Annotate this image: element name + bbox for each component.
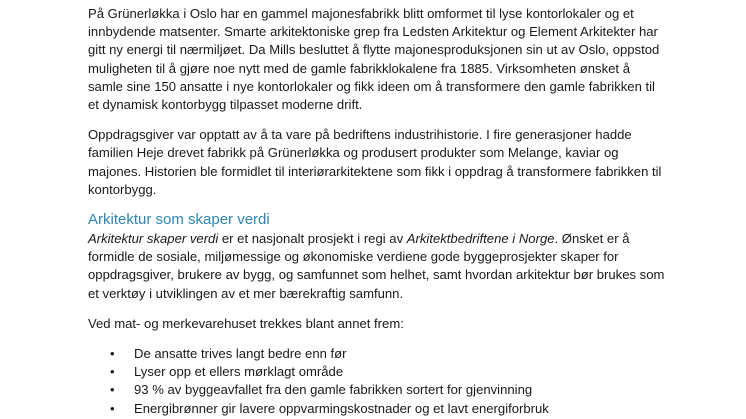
project-text-mid: er et nasjonalt prosjekt i regi av bbox=[218, 231, 407, 247]
organization-name-italic: Arkitektbedriftene i Norge bbox=[406, 231, 555, 247]
bullet-icon: • bbox=[110, 364, 115, 380]
list-item bbox=[110, 363, 668, 381]
highlights-list bbox=[88, 345, 668, 418]
bullet-icon: • bbox=[110, 382, 115, 398]
list-item bbox=[110, 345, 668, 363]
project-paragraph bbox=[88, 230, 668, 303]
list-item-text: 93 % av byggeavfallet fra den gamle fabrikken sortert for gjenvinning bbox=[134, 382, 533, 398]
list-item-text: De ansatte trives langt bedre enn før bbox=[134, 346, 347, 362]
bullet-icon: • bbox=[110, 346, 115, 362]
document-page bbox=[88, 5, 668, 418]
list-item-text: Lyser opp et ellers mørklagt område bbox=[134, 364, 344, 380]
list-item bbox=[110, 400, 668, 418]
history-paragraph: Oppdragsgiver var opptatt av å ta vare på bedriftens industrihistorie. I fire generasjoner hadde familien Heje drevet fabrikk på Grünerløkka og produsert produkter som Melange, kaviar og majones. Historien ble formidlet til interiørarkitektene som fikk i oppdrag å transformere fabrikken til kontorbygg. bbox=[88, 127, 662, 197]
bullet-icon: • bbox=[110, 400, 115, 416]
list-intro: Ved mat- og merkevarehuset trekkes blant annet frem: bbox=[88, 315, 404, 331]
list-item-text: Energibrønner gir lavere oppvarmingskostnader og et lavt energiforbruk bbox=[134, 400, 549, 416]
project-text-end: . Ønsket er å formidle de sosiale, miljømessige og økonomiske verdiene gode byggeprosjekter skaper for oppdragsgiver, brukere av bygg, og samfunnet som helhet, samt hvordan arkitektur bør brukes som et verktøy i utviklingen av et mer bærekraftig samfunn. bbox=[88, 231, 665, 301]
intro-paragraph: På Grünerløkka i Oslo har en gammel majonesfabrikk blitt omformet til lyse kontorlokaler og et innbydende matsenter. Smarte arkitektoniske grep fra Ledsten Arkitektur og Element Arkitekter har gitt ny energi til nærmiljøet. Da Mills besluttet å flytte majonesproduksjonen sin ut av Oslo, oppstod muligheten til å gjøre noe nytt med de gamle fabrikklokalene fra 1885. Virksomheten ønsket å samle sine 150 ansatte i nye kontorlokaler og fikk ideen om å transformere den gamle fabrikken til et dynamisk kontorbygg tilpasset moderne drift. bbox=[88, 6, 660, 113]
list-item bbox=[110, 381, 668, 399]
section-heading: Arkitektur som skaper verdi bbox=[88, 211, 270, 229]
project-name-italic: Arkitektur skaper verdi bbox=[88, 231, 219, 247]
